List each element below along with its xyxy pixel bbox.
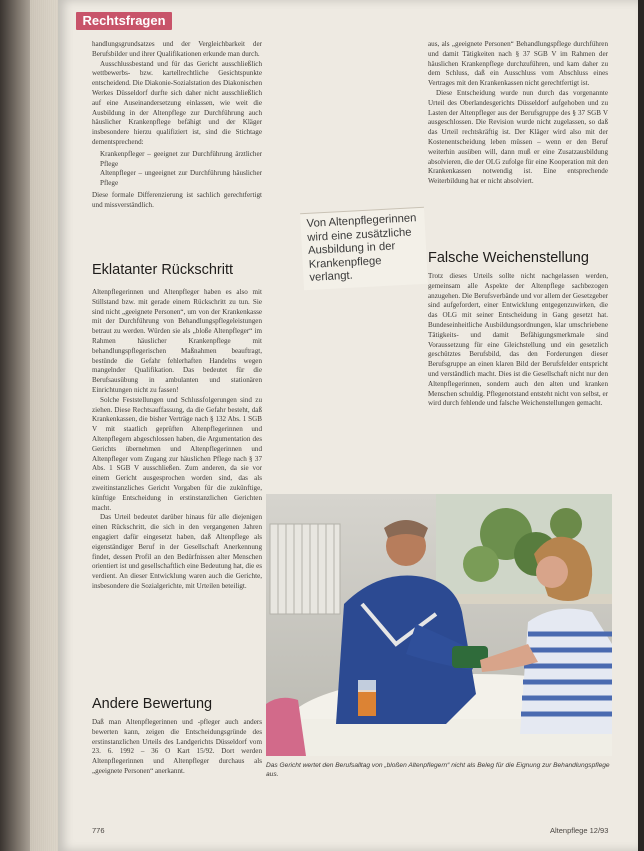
column-right-top [428,40,608,250]
paragraph: Das Urteil bedeutet darüber hinaus für alle diejenigen einen Rückschritt, die sich in den vergangenen Jahren engagiert dafür eingesetzt haben, daß Altenpflege als eigenständiger Beruf in der Gesellschaft Anerkennung findet, dessen Profil an den Bedürfnissen alter Menschen orientiert ist und gesellschaftlich eine Bedeutung hat, die es verdient. An dieser Entwicklung waren auch die Gerichte, insbesondere die Sozialgerichte, mit Urteilen beteiligt. [92,513,262,590]
article-photo [266,494,612,756]
pull-quote: Von Altenpflegerinnen wird eine zusätzliche Ausbildung in der Krankenpflege verlangt. [300,207,428,290]
column-right-middle [428,272,608,472]
photo-caption: Das Gericht wertet den Berufsalltag von „bloßen Altenpflegern“ nicht als Beleg für die Eignung zur Behandlungspflege aus. [266,762,610,778]
column-left-middle [92,288,262,708]
paragraph: Ausschlussbestand und für das Gericht ausschließlich wettbewerbs- bzw. kartellrechtliche Gesichtspunkte entscheidend. Die Diakonie-Sozialstation des Diakonischen Werkes Düsseldorf durfte sich daher nicht ausschließlich auf eine Auseinandersetzung einlassen, wie weit die Ausbildung in der Altenpflege zur Durchführung auch häuslicher Krankenpflege befähigt und der Kläger insbesondere hierzu qualifiziert ist, sind die Stichtage dementsprechend: [92,59,262,146]
page-edges [30,0,60,851]
paragraph: Diese Entscheidung wurde nun durch das vorgenannte Urteil des Oberlandesgerichts Düsseldorf aufgehoben und zu Lasten der Altenpfleger aus der Berufsgruppe des § 37 SGB V ausgeschlossen. Die Revision wurde nicht zugelassen, so daß das Urteil rechtskräftig ist. Der Kläger wird also mit der Kostenentscheidung leben müssen – wenn er den Beruf weiterhin ausüben will, dann muß er eine Zusatzausbildung absolvieren, die der OLG zufolge für eine Kooperation mit den Krankenkassen notwendig ist. Eine entsprechende Weiterbildung hat er nicht absolviert. [428,88,608,186]
section-tab: Rechtsfragen [76,12,172,30]
paragraph: Diese formale Differenzierung ist sachlich gerechtfertigt und missverständlich. [92,190,262,209]
section-heading: Eklatanter Rückschritt [92,262,234,278]
column-left-top [92,40,262,246]
criteria-list [100,150,262,189]
magazine-issue: Altenpflege 12/93 [550,826,609,835]
paragraph: Solche Feststellungen und Schlussfolgerungen sind zu ziehen. Diese Rechtsauffassung, da die Gefahr besteht, daß Krankenkassen, die bisher Verträge nach § 132 Abs. 1 SGB V mit staatlich geprüften Altenpflegerinnen und Altenpflegern abgeschlossen haben, die Argumentation des Gerichts übernehmen und Altenpflegerinnen und Altenpfleger vom Zugang zur häuslichen Pflege nach § 37 Abs. 1 SGB V ausschließen. Zum anderen, da sie vor einem Gericht ausgesprochen worden sind, das als zweitinstanzliches Gericht Vorgaben für die zukünftige, künftige Entscheidung in erstinstanzlichen Gerichten macht. [92,395,262,512]
paragraph: Altenpflegerinnen und Altenpfleger haben es also mit Stillstand bzw. mit gerade einem Rückschritt zu tun. Sie sind nicht „geeignete Personen“, um von der Krankenkasse mit der Durchführung von Behandlungspflegeleistungen betraut zu werden. Würden sie als „bloße Altenpfleger“ im Rahmen häuslicher Krankenpflege mit behandlungspflegerischen Maßnahmen beauftragt, bestünde die Gefahr fehlerhaften Handelns wegen mangelnder Qualifikation. Das bedeutet für die Berufsausübung in ambulanten und stationären Einrichtungen nicht zu fassen! [92,288,262,394]
paragraph: aus, als „geeignete Personen“ Behandlungspflege durchführen und damit Tätigkeiten nach § 37 SGB V im Rahmen der häuslichen Krankenpflege durchzuführen, und kam daher zu dem Schluss, daß ein Ausschluss vom Abschluss eines Vertrages mit den Krankenkassen nicht gerechtfertigt ist. [428,40,608,88]
paragraph: handlungsgrundsatzes und der Vergleichbarkeit der Berufsbilder und ihrer Qualifikationen erkunde man durch. [92,40,262,58]
section-heading: Falsche Weichenstellung [428,250,589,266]
page-number: 776 [92,826,105,835]
section-heading: Andere Bewertung [92,696,213,712]
paragraph: Daß man Altenpflegerinnen und -pfleger auch anders bewerten kann, zeigen die Entscheidungsgründe des erstinstanzlichen Urteils des Landgerichts Düsseldorf vom 23. 6. 1992 – 36 O Kart 15/92. Dort werden Altenpflegerinnen und Altenpfleger durchaus als „geeignete Personen“ anerkannt. [92,718,262,775]
photo-illustration [266,494,612,756]
column-left-bottom [92,718,262,818]
list-item: Altenpfleger – ungeeignet zur Durchführung häuslicher Pflege [100,169,262,188]
paragraph: Trotz dieses Urteils sollte nicht nachgelassen werden, gemeinsam alle Aspekte der Altenpflege sachbezogen anzugehen. Die Berufsverbände und vor allem der Gesetzgeber sind aufgefordert, einer Entwicklung entgegenzuwirken, die das OLG mit seiner Entscheidung in Gang gesetzt hat. Bundeseinheitliche Ausbildungsordnungen, klar umschriebene Tätigkeits- und damit Befähigungsmerkmale sind Voraussetzung für eine Gleichstellung und ein gesetzlich geschütztes Berufsbild, das den Forderungen dieser Berufsgruppe an einen klaren Bild der Berufsfelder entspricht und verständlich macht. Dies ist die Gesellschaft nicht nur den Altenpflegerinnen, sondern auch den alten und kranken Menschen schuldig. Pflegenotstand entsteht nicht von selbst, er wird durch fehlende und falsche Weichenstellungen gemacht. [428,272,608,408]
list-item: Krankenpfleger – geeignet zur Durchführung ärztlicher Pflege [100,149,262,168]
